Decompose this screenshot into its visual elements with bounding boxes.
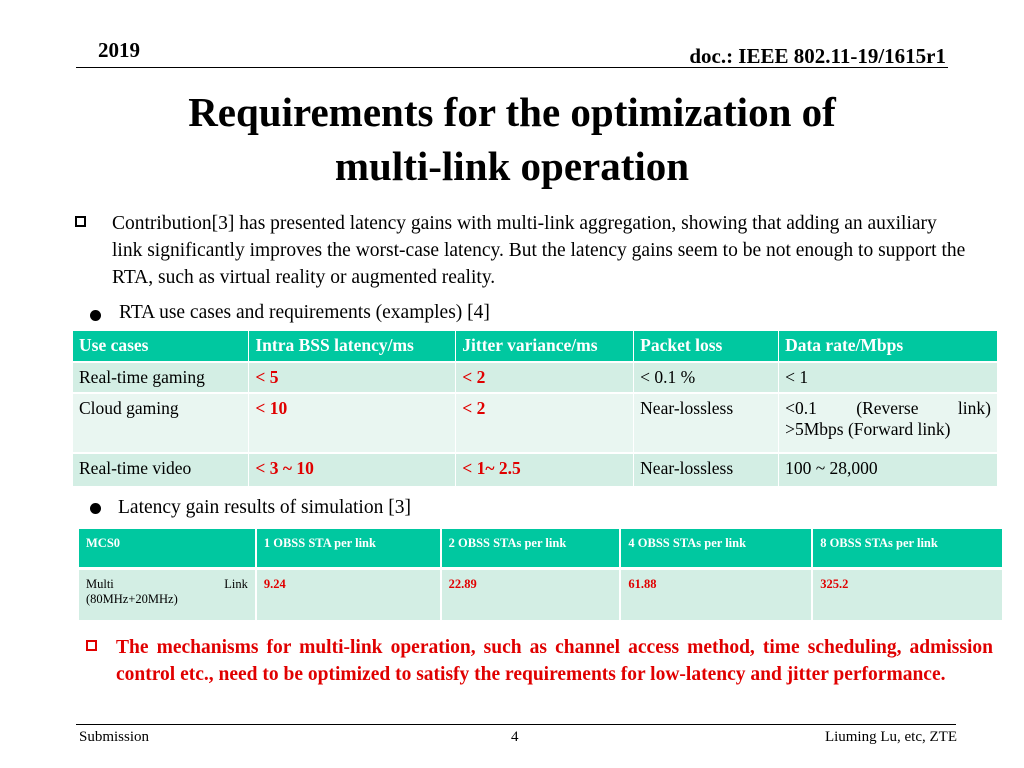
row-label-multi: Multi [86,577,114,591]
sub-bullet-rta: RTA use cases and requirements (examples) [4] [119,302,490,323]
table-cell: Near-lossless [634,453,779,487]
latency-gain-table [79,529,1004,623]
table-header-cell: 8 OBSS STAs per link [812,529,1003,569]
table-header-cell: 2 OBSS STAs per link [441,529,621,569]
footer-divider [76,724,956,725]
rta-requirements-table [73,331,998,488]
table-cell: < 0.1 % [634,362,779,393]
conclusion-paragraph: The mechanisms for multi-link operation, such as channel access method, time scheduling, admission control etc., need to be optimized to satisfy the requirements for low-latency and jitter performance. [116,637,993,685]
sub-bullet-latency: Latency gain results of simulation [3] [118,497,411,518]
table-cell: 100 ~ 28,000 [779,453,998,487]
square-bullet-icon [75,216,86,227]
table-header-cell: 4 OBSS STAs per link [620,529,812,569]
table-cell [79,569,256,622]
table-cell: < 2 [456,362,634,393]
footer-submission: Submission [79,729,150,745]
table-cell: < 3 ~ 10 [249,453,456,487]
bullet-paragraph: Contribution[3] has presented latency gains with multi-link aggregation, showing that adding an auxiliary link significantly improves the worst-case latency. But the latency gains seem to be not enough to support the RTA, such as virtual reality or augmented reality. [112,213,966,288]
table-cell: < 10 [249,393,456,453]
table-header-cell: Data rate/Mbps [779,331,998,362]
table-row [79,569,1003,622]
slide-title [60,85,964,193]
round-bullet-icon [90,310,101,321]
table-row [73,453,998,487]
table-cell: < 1~ 2.5 [456,453,634,487]
table-header-cell: 1 OBSS STA per link [256,529,441,569]
table-cell: Real-time video [73,453,249,487]
table-cell: 325.2 [812,569,1003,622]
square-bullet-icon [86,640,97,651]
footer-author: Liuming Lu, etc, ZTE [824,729,957,745]
table-header-cell: Intra BSS latency/ms [249,331,456,362]
table-cell: 9.24 [256,569,441,622]
row-label-link: Link [224,577,248,591]
header-divider [76,67,948,68]
round-bullet-icon [90,503,101,514]
title-line-1: Requirements for the optimization of [188,89,836,135]
row-label-line-1 [86,577,248,592]
row-label-line-2: (80MHz+20MHz) [86,592,178,606]
table-header-cell: Packet loss [634,331,779,362]
table-header-cell: Jitter variance/ms [456,331,634,362]
table-cell: 61.88 [620,569,812,622]
table-cell: < 5 [249,362,456,393]
data-rate-line-1: <0.1 (Reverse link) [785,398,991,418]
table-header-row [73,331,998,362]
table-cell: Near-lossless [634,393,779,453]
footer-page-number: 4 [511,729,519,745]
table-cell [779,393,998,453]
table-header-row [79,529,1003,569]
title-line-2: multi-link operation [334,143,690,189]
table-cell: Cloud gaming [73,393,249,453]
table-cell: < 2 [456,393,634,453]
header-year: 2019 [98,38,140,62]
table-cell: Real-time gaming [73,362,249,393]
table-row [73,362,998,393]
table-row [73,393,998,453]
data-rate-line-2: >5Mbps (Forward link) [785,419,951,439]
table-header-cell: Use cases [73,331,249,362]
table-cell: 22.89 [441,569,621,622]
table-header-cell: MCS0 [79,529,256,569]
table-cell: < 1 [779,362,998,393]
header-doc-id: doc.: IEEE 802.11-19/1615r1 [689,44,946,68]
